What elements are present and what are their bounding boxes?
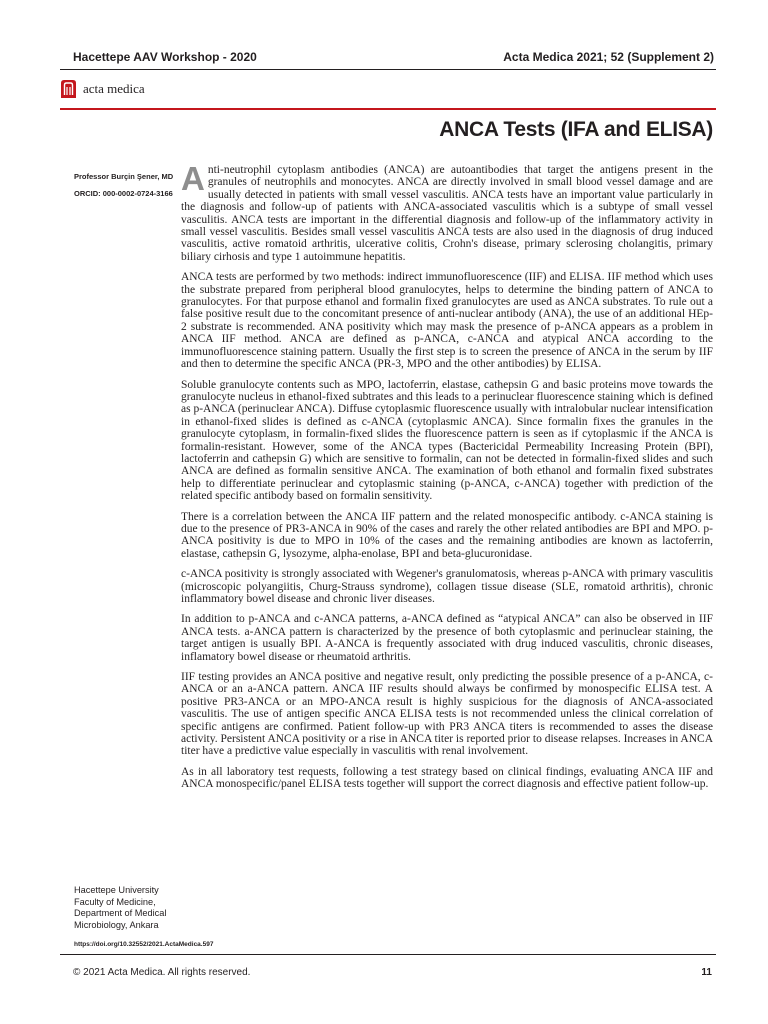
- paragraph: In addition to p-ANCA and c-ANCA patterns, a-ANCA defined as “atypical ANCA” can also be observed in IIF ANCA tests. a-ANCA pattern is characterized by the presence of both cytoplasmic and perinuclear staining, the target antigen is usually BPI. A-ANCA is frequently associated with drug induced vasculitis, chronic diseases, inflamatory bowel disease or rheumatoid arthritis.: [181, 613, 713, 663]
- affiliation-line: Microbiology, Ankara: [74, 919, 159, 930]
- journal-logo-icon: [60, 79, 77, 99]
- journal-logo: [60, 79, 145, 99]
- affiliation-line: Department of Medical: [74, 908, 167, 918]
- affiliation-line: Hacettepe University: [74, 885, 159, 895]
- header-divider: [60, 69, 716, 70]
- paragraph-text: nti-neutrophil cytoplasm antibodies (ANCA) are autoantibodies that target the antigens present in the granules of neutrophils and monocytes. ANCA are directly involved in small blood vessel damage and are usually detected in patients with small vessel vasculitis. ANCA tests have an important value particularly in the diagnosis and follow-up of patients with ANCA-associated vasculitis which is a subtype of small vessel vasculitis. ANCA tests are important in the differential diagnosis and follow-up of the inflammatory activity in small vessel vasculitis. Besides small vessel vasculitis ANCA tests are also used in the diagnosis of drug induced vasculitis, active romatoid arthritis, ulcerative colitis, Crohn's disease, primary sclerosing cholangitis, primary biliary cirhosis and type 1 autoimmune hepatitis.: [181, 164, 713, 263]
- author-orcid: ORCID: 000-0002-0724-3166: [74, 189, 173, 198]
- journal-logo-text: acta medica: [83, 81, 145, 96]
- running-header-left: Hacettepe AAV Workshop - 2020: [73, 50, 257, 64]
- author-affiliation: [74, 885, 180, 931]
- article-title: ANCA Tests (IFA and ELISA): [439, 118, 713, 141]
- paragraph: [181, 160, 713, 263]
- drop-cap: A: [181, 160, 205, 197]
- page-number: 11: [701, 967, 712, 978]
- footer-divider: [60, 954, 716, 955]
- running-header-right: Acta Medica 2021; 52 (Supplement 2): [503, 50, 714, 64]
- paragraph: There is a correlation between the ANCA IIF pattern and the related monospecific antibody. c-ANCA staining is due to the presence of PR3-ANCA in 90% of the cases and rarely the other related antibodies are BPI and MPO. p-ANCA positivity is due to MPO in 10% of the cases and the remaining antibodies are known as lactoferrin, elastase, cathepsin G, lysozyme, alpha-enolase, BPI and beta-glucuronidase.: [181, 510, 713, 560]
- paragraph: c-ANCA positivity is strongly associated with Wegener's granulomatosis, whereas p-ANCA with primary vasculitis (microscopic polyangiitis, Churg-Strauss syndrome), collagen tissue disease (SLE, romatoid arthritis), chronic inflammatory bowel disease and chronic liver diseases.: [181, 568, 713, 605]
- doi-link[interactable]: https://doi.org/10.32552/2021.ActaMedica.597: [74, 941, 214, 948]
- paragraph: ANCA tests are performed by two methods: indirect immunofluorescence (IIF) and ELISA. IIF method which uses the substrate prepared from peripheral blood granulocytes, helps to determine the binding pattern of ANCA to granulocytes. For that purpose ethanol and formalin fixed granulocytes are used as ANCA substrates. To rule out a false positive result due to the concomitant presence of anti-nuclear antibody (ANA), the use of an additional HEp-2 substrate is recommended. ANA positivity which may mask the presence of p-ANCA appears as a problem in ANCA IIF method. ANCA are defined as p-ANCA, c-ANCA and atypical ANCA according to the immunofluorescence staining pattern. Usually the first step is to screen the presence of ANCA in the serum by IIF and then to determine the specific ANCA (PR-3, MPO and the other antibodies) by ELISA.: [181, 271, 713, 371]
- author-info: [74, 168, 176, 202]
- affiliation-line: Faculty of Medicine,: [74, 896, 156, 907]
- paragraph: Soluble granulocyte contents such as MPO, lactoferrin, elastase, cathepsin G and basic proteins move towards the granulocyte nucleus in ethanol-fixed subtrates and this leads to a perinuclear fluorescence staining which is defined as p-ANCA (perinuclear ANCA). Diffuse cytoplasmic fluorescence usually with intralobular nuclear intensification in ethanol-fixed slides is defined as c-ANCA (cytoplasmic ANCA). Since formalin fixes the granules in the granulocyte cytoplasm, in formalin-fixed slides the fluorescence pattern is seen as if cytoplasmic if the ANCA is formalin-resistant. However, some of the ANCA types (Bactericidal Permeability Increasing Protein (BPI), lactoferrin and cathepsin G) which are sensitive to formalin, can not be detected in formalin-fixed slides and such ANCA are defined as formalin sensitive ANCA. The examination of both ethanol and formalin fixed substrates help to differentiate perinuclear and cytoplasmic staining (p-ANCA, c-ANCA) together with prediction of the related specific antibody based on formalin sensitivity.: [181, 378, 713, 503]
- author-name: Professor Burçin Şener, MD: [74, 172, 174, 181]
- article-body: [181, 160, 713, 799]
- title-divider: [60, 108, 716, 110]
- paragraph: As in all laboratory test requests, following a test strategy based on clinical findings, evaluating ANCA IIF and ANCA monospecific/panel ELISA tests together will support the correct diagnosis and effective patient follow-up.: [181, 765, 713, 791]
- paragraph: IIF testing provides an ANCA positive and negative result, only predicting the possible presence of a p-ANCA, c-ANCA or an a-ANCA pattern. ANCA IIF results should always be confirmed by monospecific ELISA test. A positive PR3-ANCA or an MPO-ANCA result is highly suspicious for the diagnosis of ANCA-associated vasculitis. The use of antigen specific ANCA ELISA tests is not recommended unless the clinical correlation of specific antigens are confirmed. Patient follow-up with PR3 ANCA titers is recommended to asses the disease activity. Persistent ANCA positivity or a rise in ANCA titer is reported prior to disease relapses. Increases in ANCA titer have a predictive value especially in vasculitis with renal involvement.: [181, 671, 713, 758]
- copyright-notice: © 2021 Acta Medica. All rights reserved.: [73, 967, 251, 978]
